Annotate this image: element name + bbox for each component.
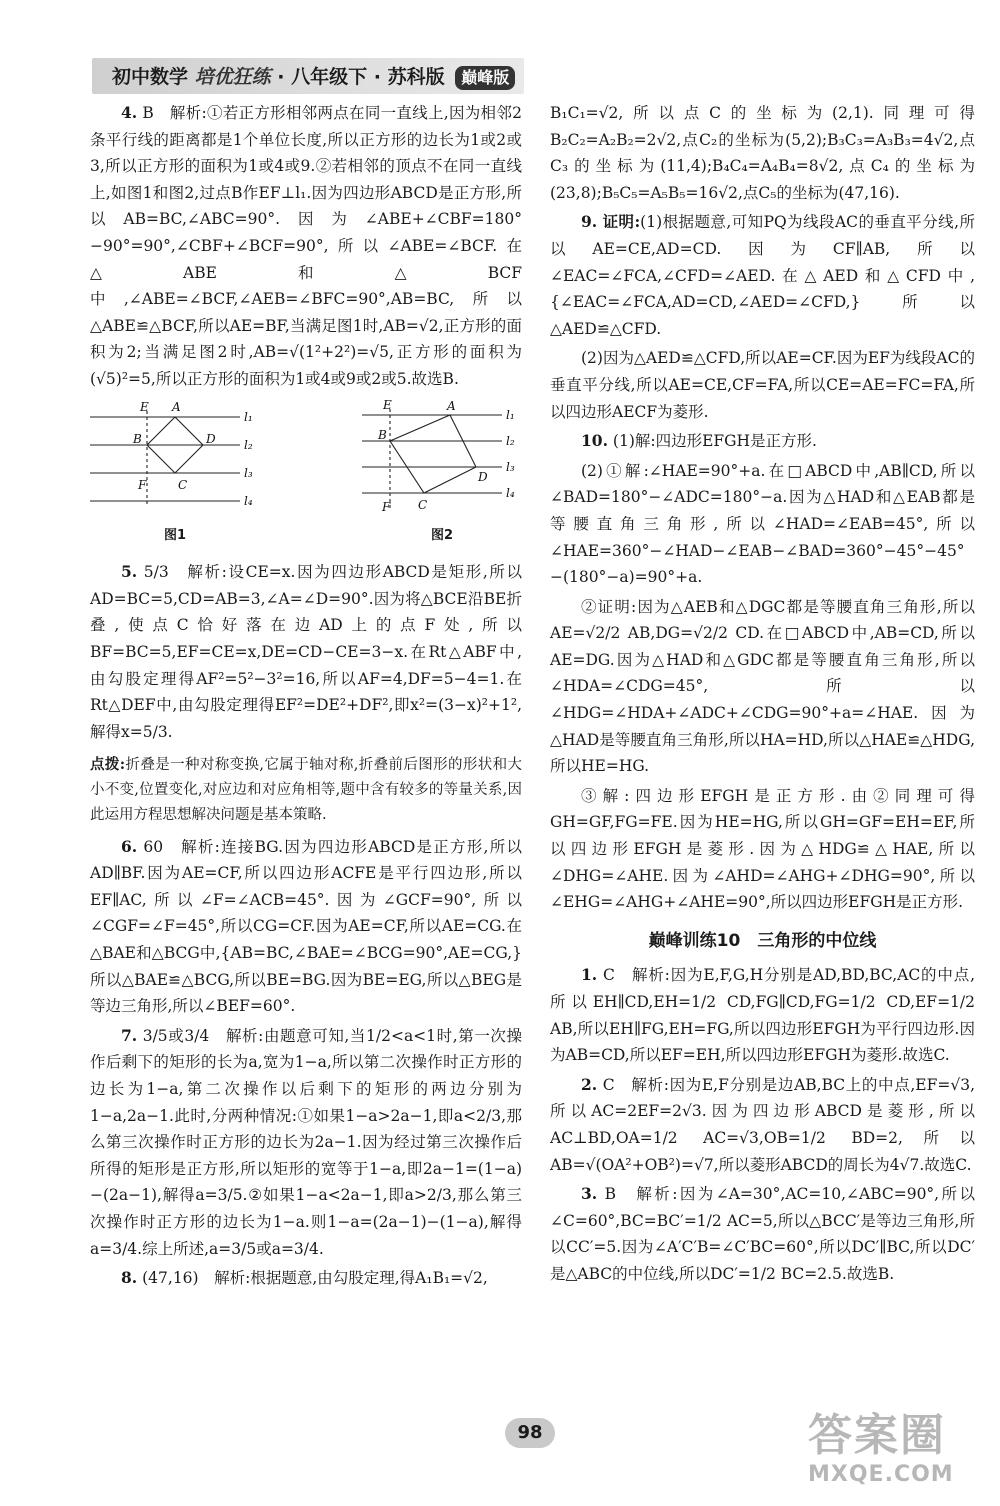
proof-label: 证明: bbox=[602, 212, 641, 232]
answer-text: 60 解析:连接BG.因为四边形ABCD是正方形,所以AD∥BF.因为AE=CF,所以四边形ACFE是平行四边形,所以EF∥AC,所以∠F=∠ACB=45°.因为∠GCF=90°,所以∠CGF=∠F=45°,所以CG=CF.因为AE=CF,所以AE=CG.在△BAE和△BCG中,{AB=BC,∠BAE=∠BCG=90°,AE=CG,}所以△BAE≌△BCG,所以BE=BG.因为BE=EG,所以△BEG是等边三角形,所以∠BEF=60°. bbox=[90, 837, 522, 1016]
label-F: F bbox=[138, 477, 147, 492]
figure-1-caption: 图1 bbox=[163, 527, 187, 543]
label-l3: l₃ bbox=[506, 459, 515, 474]
label-F: F bbox=[382, 499, 391, 514]
label-B: B bbox=[378, 427, 387, 442]
question-number: 4. bbox=[121, 103, 138, 122]
answer-6 bbox=[90, 834, 522, 1020]
watermark-text: 答案圈 bbox=[808, 1410, 946, 1461]
label-l4: l₄ bbox=[244, 493, 253, 508]
answer-text: 3/5或3/4 解析:由题意可知,当1/2<a<1时,第一次操作后剩下的矩形的长为a,宽为1−a,所以第二次操作时正方形的边长为1−a,第二次操作以后剩下的矩形的两边分别为1−a,2a−1.此时,分两种情况:①如果1−a>2a−1,即a<2/3,那么第三次操作时正方形的边长为2a−1.因为经过第三次操作后所得的矩形是正方形,所以矩形的宽等于1−a,即2a−1=(1−a)−(2a−1),解得a=3/5.②如果1−a<2a−1,即a>2/3,那么第三次操作时正方形的边长为1−a.则1−a=(2a−1)−(1−a),解得a=3/4.综上所述,a=3/5或a=3/4. bbox=[90, 1026, 522, 1258]
label-l1: l₁ bbox=[506, 407, 515, 422]
label-B: B bbox=[133, 431, 142, 446]
header-grade: 八年级下 bbox=[291, 66, 368, 88]
watermark-url: MXQE.COM bbox=[808, 1462, 954, 1487]
figure-1-diagram bbox=[90, 399, 260, 521]
answer-10-part-4: ③解:四边形EFGH是正方形.由②同理可得GH=GF,FG=FE.因为HE=HG,所以GH=GF=EH=EF,所以四边形EFGH是菱形.因为△HDG≌△HAE,所以∠DHG=∠AHE.因为∠AHD=∠AHG+∠DHG=90°,所以∠EHG=∠AHG+∠AHE=90°,所以四边形EFGH是正方形. bbox=[550, 786, 975, 912]
figure-2-caption: 图2 bbox=[430, 527, 454, 543]
label-E: E bbox=[140, 399, 149, 414]
tip-note bbox=[90, 753, 522, 827]
figure-2 bbox=[362, 399, 522, 550]
label-A: A bbox=[447, 398, 456, 413]
header-brand-logo: 培优狂练 bbox=[194, 66, 271, 88]
label-C: C bbox=[418, 497, 428, 512]
section-answer-1 bbox=[550, 962, 975, 1068]
label-l4: l₄ bbox=[506, 485, 515, 500]
answer-8 bbox=[90, 1265, 522, 1292]
header-separator: · bbox=[373, 66, 381, 88]
section-title: 巅峰训练10 三角形的中位线 bbox=[648, 930, 877, 951]
watermark-logo bbox=[808, 1410, 988, 1500]
answer-9-part-1 bbox=[550, 209, 975, 342]
question-number: 2. bbox=[581, 1074, 598, 1094]
header-separator: · bbox=[277, 66, 285, 88]
question-number: 10. bbox=[581, 431, 608, 451]
label-C: C bbox=[178, 477, 188, 492]
tip-text: 折叠是一种对称变换,它属于轴对称,折叠前后图形的形状和大小不变,位置变化,对应边和对应角相等,题中含有较多的等量关系,因此运用方程思想解决问题是基本策略. bbox=[90, 757, 523, 823]
question-number: 8. bbox=[121, 1268, 138, 1288]
label-A: A bbox=[172, 399, 181, 414]
figure-2-diagram bbox=[362, 399, 522, 521]
header-subject: 初中数学 bbox=[112, 66, 189, 88]
page-header bbox=[112, 62, 515, 90]
label-l3: l₃ bbox=[244, 465, 253, 480]
answer-text: (1)解:四边形EFGH是正方形. bbox=[612, 432, 817, 451]
label-l2: l₂ bbox=[244, 437, 253, 452]
answer-text: B 解析:因为∠A=30°,AC=10,∠ABC=90°,所以∠C=60°,BC=BC′=1/2 AC=5,所以△BCC′是等边三角形,所以CC′=5.因为∠A′C′B=∠C′BC=60°,所以DC′∥BC,所以DC′是△ABC的中位线,所以DC′=1/2 BC=2.5.故选B. bbox=[550, 1185, 975, 1283]
answer-9-part-2: (2)因为△AED≌△CFD,所以AE=CF.因为EF为线段AC的垂直平分线,所以AE=CE,CF=FA,所以CE=AE=FC=FA,所以四边形AECF为菱形. bbox=[550, 349, 975, 421]
question-number: 7. bbox=[121, 1025, 138, 1045]
figure-row bbox=[90, 399, 522, 550]
tip-label: 点拨: bbox=[90, 756, 126, 774]
left-column bbox=[90, 100, 522, 1295]
answer-text: (47,16) 解析:根据题意,由勾股定理,得A₁B₁=√2, bbox=[142, 1269, 488, 1288]
section-answer-3 bbox=[550, 1181, 975, 1287]
label-D: D bbox=[206, 431, 216, 446]
label-l1: l₁ bbox=[244, 409, 253, 424]
question-number: 9. bbox=[581, 212, 598, 232]
header-edition: 苏科版 bbox=[387, 66, 445, 88]
answer-7 bbox=[90, 1023, 522, 1262]
answer-10-part-1 bbox=[550, 428, 975, 455]
answer-text: C 解析:因为E,F,G,H分别是AD,BD,BC,AC的中点,所以EH∥CD,EH=1/2 CD,FG∥CD,FG=1/2 CD,EF=1/2 AB,所以EH∥FG,EH=FG,所以四边形EFGH为平行四边形.因为AB=CD,所以EF=EH,所以四边形EFGH为菱形.故选C. bbox=[550, 966, 975, 1065]
question-number: 1. bbox=[581, 965, 598, 985]
question-number: 6. bbox=[121, 836, 138, 856]
answer-text: 5/3 解析:设CE=x.因为四边形ABCD是矩形,所以AD=BC=5,CD=AB=3,∠A=∠D=90°.因为将△BCE沿BE折叠,使点C恰好落在边AD上的点F处,所以BF=BC=5,EF=CE=x,DE=CD−CE=3−x.在Rt△ABF中,由勾股定理得AF²=5²−3²=16,所以AF=4,DF=5−4=1.在Rt△DEF中,由勾股定理得EF²=DE²+DF²,即x²=(3−x)²+1²,解得x=5/3. bbox=[90, 563, 522, 741]
answer-5 bbox=[90, 559, 522, 745]
label-l2: l₂ bbox=[506, 433, 515, 448]
answer-text: C 解析:因为E,F分别是边AB,BC上的中点,EF=√3,所以AC=2EF=2√3.因为四边形ABCD是菱形,所以AC⊥BD,OA=1/2 AC=√3,OB=1/2 BD=2,所以AB=√(OA²+OB²)=√7,所以菱形ABCD的周长为4√7.故选C. bbox=[550, 1075, 975, 1174]
answer-text: (1)根据题意,可知PQ为线段AC的垂直平分线,所以AE=CE,AD=CD.因为CF∥AB,所以∠EAC=∠FCA,∠CFD=∠AED.在△AED和△CFD中,{∠EAC=∠FCA,AD=CD,∠AED=∠CFD,}所以△AED≌△CFD. bbox=[550, 213, 975, 338]
label-E: E bbox=[383, 398, 392, 412]
section-answer-2 bbox=[550, 1072, 975, 1178]
figure-1 bbox=[90, 399, 260, 550]
header-badge: 巅峰版 bbox=[455, 66, 515, 90]
answer-10-part-3: ②证明:因为△AEB和△DGC都是等腰直角三角形,所以AE=√2/2 AB,DG=√2/2 CD.在□ABCD中,AB=CD,所以AE=DG.因为△HAD和△GDC都是等腰直角三角形,所以∠HDA=∠CDG=45°,所以∠HDG=∠HDA+∠ADC+∠CDG=90°+a=∠HAE.因为△HAD是等腰直角三角形,所以HA=HD,所以△HAE≌△HDG,所以HE=HG. bbox=[550, 597, 975, 776]
question-number: 3. bbox=[581, 1184, 598, 1204]
answer-10-part-2: (2)①解:∠HAE=90°+a.在□ABCD中,AB∥CD,所以∠BAD=180°−∠ADC=180°−a.因为△HAD和△EAB都是等腰直角三角形,所以∠HAD=∠EAB=45°,所以∠HAE=360°−∠HAD−∠EAB−∠BAD=360°−45°−45°−(180°−a)=90°+a. bbox=[550, 461, 975, 587]
question-number: 5. bbox=[121, 562, 138, 582]
answer-4 bbox=[90, 100, 522, 393]
label-D: D bbox=[478, 469, 488, 484]
answer-text: B 解析:①若正方形相邻两点在同一直线上,因为相邻2条平行线的距离都是1个单位长度,所以正方形的边长为1或2或3,所以正方形的面积为1或4或9.②若相邻的顶点不在同一直线上,如图1和图2,过点B作EF⊥l₁.因为四边形ABCD是正方形,所以AB=BC,∠ABC=90°.因为∠ABE+∠CBF=180°−90°=90°,∠CBF+∠BCF=90°,所以∠ABE=∠BCF.在△ABE和△BCF中,∠ABE=∠BCF,∠AEB=∠BFC=90°,AB=BC,所以△ABE≌△BCF,所以AE=BF,当满足图1时,AB=√2,正方形的面积为2;当满足图2时,AB=√(1²+2²)=√5,正方形的面积为(√5)²=5,所以正方形的面积为1或4或9或2或5.故选B. bbox=[90, 104, 522, 388]
answer-8-continued: B₁C₁=√2,所以点C的坐标为(2,1).同理可得B₂C₂=A₂B₂=2√2,点C₂的坐标为(5,2);B₃C₃=A₃B₃=4√2,点C₃的坐标为(11,4);B₄C₄=A₄B₄=8√2,点C₄的坐标为(23,8);B₅C₅=A₅B₅=16√2,点C₅的坐标为(47,16). bbox=[550, 104, 975, 202]
right-column bbox=[550, 100, 975, 1291]
page-number: 98 bbox=[505, 1418, 555, 1448]
